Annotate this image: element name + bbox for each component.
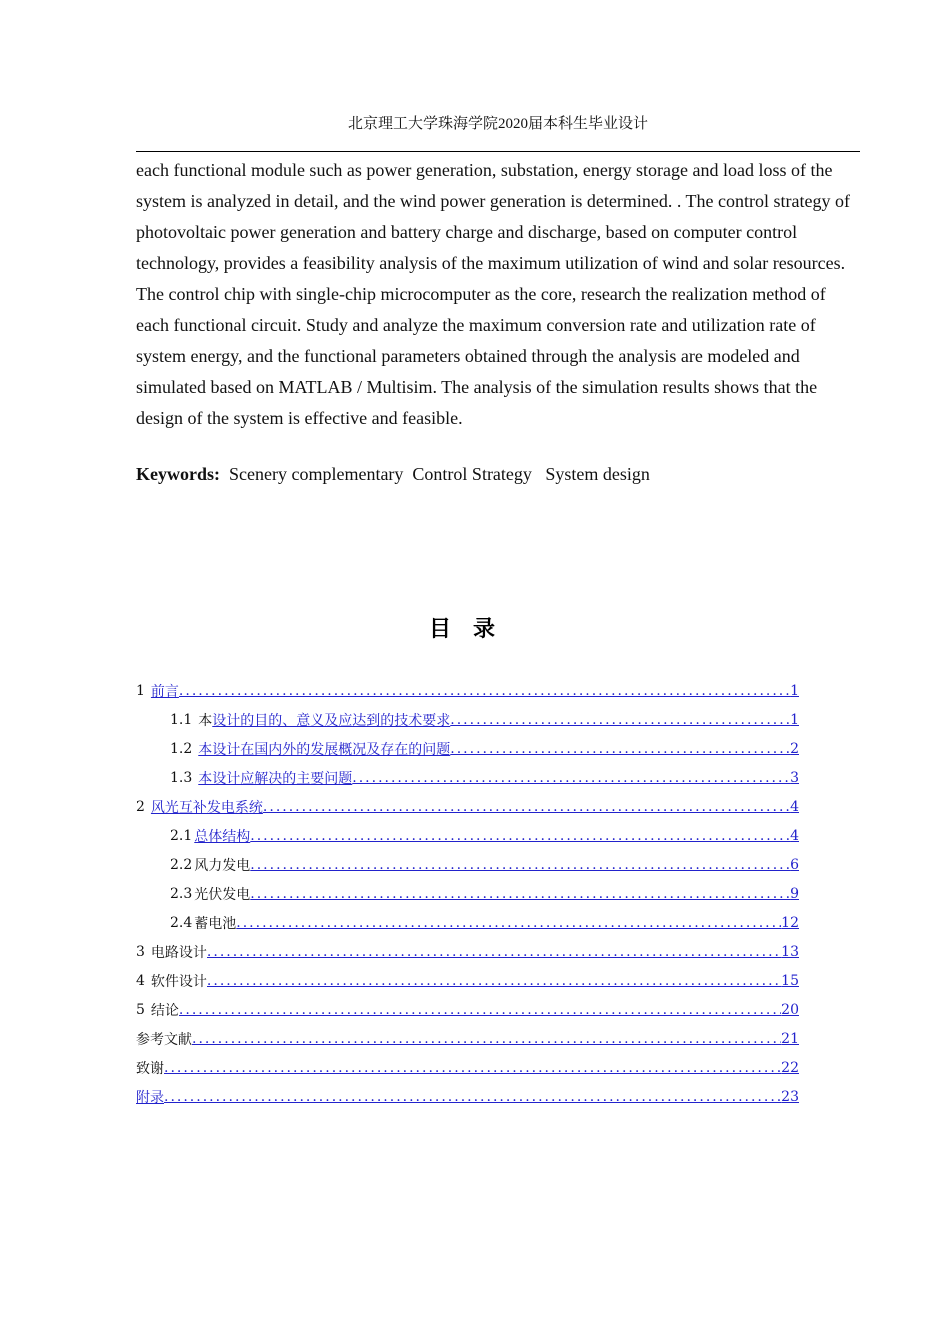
- toc-entry-title: 电路设计: [150, 944, 207, 961]
- toc-page-number[interactable]: 3: [790, 769, 799, 786]
- toc-entry-link[interactable]: 总体结构: [194, 828, 251, 845]
- toc-dot-leader[interactable]: [250, 857, 790, 873]
- toc-dot-leader: [450, 712, 790, 728]
- toc-page-number[interactable]: 22: [781, 1059, 799, 1076]
- toc-entry-title: 光伏发电: [194, 886, 251, 903]
- toc-title: 目录: [428, 616, 517, 642]
- toc-entry[interactable]: [136, 908, 799, 937]
- header-divider: [136, 151, 860, 152]
- toc-entry-link[interactable]: 本设计应解决的主要问题: [198, 770, 353, 787]
- toc-page-number[interactable]: 12: [781, 914, 799, 931]
- toc-dot-leader[interactable]: [250, 886, 790, 902]
- toc-entry-title: 结论: [150, 1002, 179, 1019]
- toc-entry-number: 2.2: [170, 856, 193, 873]
- toc-page-number[interactable]: 23: [781, 1088, 799, 1105]
- toc-page-number[interactable]: 20: [781, 1001, 799, 1018]
- toc-entry-number: 1.3: [170, 769, 193, 786]
- toc-entry-title: 软件设计: [150, 973, 207, 990]
- toc-page-number[interactable]: 4: [790, 827, 799, 844]
- toc-entry-number: 3: [136, 943, 145, 960]
- keywords-values: Scenery complementary Control Strategy System design: [220, 464, 650, 484]
- toc-entry[interactable]: [136, 1024, 799, 1053]
- toc-page-number[interactable]: 1: [790, 711, 799, 728]
- toc-page-number[interactable]: 6: [790, 856, 799, 873]
- page-header-title: 北京理工大学珠海学院2020届本科生毕业设计: [347, 116, 648, 132]
- toc-entry-title: 致谢: [136, 1060, 164, 1077]
- table-of-contents: [136, 676, 799, 1111]
- toc-page-number[interactable]: 15: [781, 972, 799, 989]
- toc-dot-leader[interactable]: [207, 944, 781, 960]
- toc-entry[interactable]: [136, 1053, 799, 1082]
- toc-entry[interactable]: [136, 850, 799, 879]
- toc-entry-number: 1.1: [170, 711, 193, 728]
- toc-entry-link[interactable]: 风光互补发电系统: [150, 799, 263, 816]
- toc-page-number[interactable]: 13: [781, 943, 799, 960]
- toc-page-number[interactable]: 2: [790, 740, 799, 757]
- toc-entry[interactable]: [136, 1082, 799, 1111]
- toc-entry-link[interactable]: 本设计在国内外的发展概况及存在的问题: [198, 741, 451, 758]
- toc-entry-number: 1.2: [170, 740, 193, 757]
- toc-entry-prefix: 本: [198, 712, 213, 729]
- toc-entry-title: 蓄电池: [194, 915, 237, 932]
- toc-entry-number: 2: [136, 798, 145, 815]
- toc-page-number[interactable]: 1: [790, 682, 799, 699]
- toc-entry[interactable]: [136, 705, 799, 734]
- toc-entry-number: 5: [136, 1001, 145, 1018]
- toc-entry[interactable]: [136, 676, 799, 705]
- toc-dot-leader: [263, 799, 790, 815]
- abstract-body: [136, 155, 856, 434]
- toc-dot-leader: [179, 683, 790, 699]
- toc-page-number[interactable]: 4: [790, 798, 799, 815]
- toc-entry-number: 1: [136, 682, 145, 699]
- toc-dot-leader: [250, 828, 790, 844]
- toc-entry-link[interactable]: 设计的目的、意义及应达到的技术要求: [212, 712, 451, 729]
- toc-dot-leader[interactable]: [164, 1060, 781, 1076]
- toc-entry[interactable]: [136, 879, 799, 908]
- keywords-line: [136, 464, 650, 485]
- toc-entry[interactable]: [136, 792, 799, 821]
- toc-entry-link[interactable]: 前言: [150, 683, 179, 700]
- keywords-label: Keywords:: [136, 464, 220, 484]
- toc-entry[interactable]: [136, 763, 799, 792]
- toc-dot-leader: [352, 770, 790, 786]
- toc-entry[interactable]: [136, 995, 799, 1024]
- toc-entry-number: 2.4: [170, 914, 193, 931]
- abstract-paragraph: each functional module such as power generation, substation, energy storage and load loss of the system is analyzed in detail, and the wind power generation is determined. . The control strategy of photovoltaic power generation and battery charge and discharge, based on computer control technology, provides a feasibility analysis of the maximum utilization of wind and solar resources. The control chip with single-chip microcomputer as the core, research the realization method of each functional circuit. Study and analyze the maximum conversion rate and utilization rate of system energy, and the functional parameters obtained through the analysis are modeled and simulated based on MATLAB / Multisim. The analysis of the simulation results shows that the design of the system is effective and feasible.: [136, 160, 850, 428]
- toc-entry-title: 风力发电: [194, 857, 251, 874]
- toc-page-number[interactable]: 9: [790, 885, 799, 902]
- toc-dot-leader[interactable]: [164, 1089, 781, 1105]
- toc-dot-leader[interactable]: [207, 973, 781, 989]
- toc-entry[interactable]: [136, 734, 799, 763]
- toc-entry-number: 2.3: [170, 885, 193, 902]
- toc-dot-leader[interactable]: [179, 1002, 781, 1018]
- toc-dot-leader[interactable]: [192, 1031, 781, 1047]
- toc-entry-link[interactable]: 附录: [136, 1089, 164, 1106]
- toc-entry-title: 参考文献: [136, 1031, 192, 1048]
- toc-entry[interactable]: [136, 821, 799, 850]
- toc-dot-leader: [450, 741, 790, 757]
- toc-entry[interactable]: [136, 937, 799, 966]
- toc-page-number[interactable]: 21: [781, 1030, 799, 1047]
- toc-dot-leader[interactable]: [236, 915, 781, 931]
- toc-entry-number: 2.1: [170, 827, 193, 844]
- toc-entry-number: 4: [136, 972, 145, 989]
- toc-entry[interactable]: [136, 966, 799, 995]
